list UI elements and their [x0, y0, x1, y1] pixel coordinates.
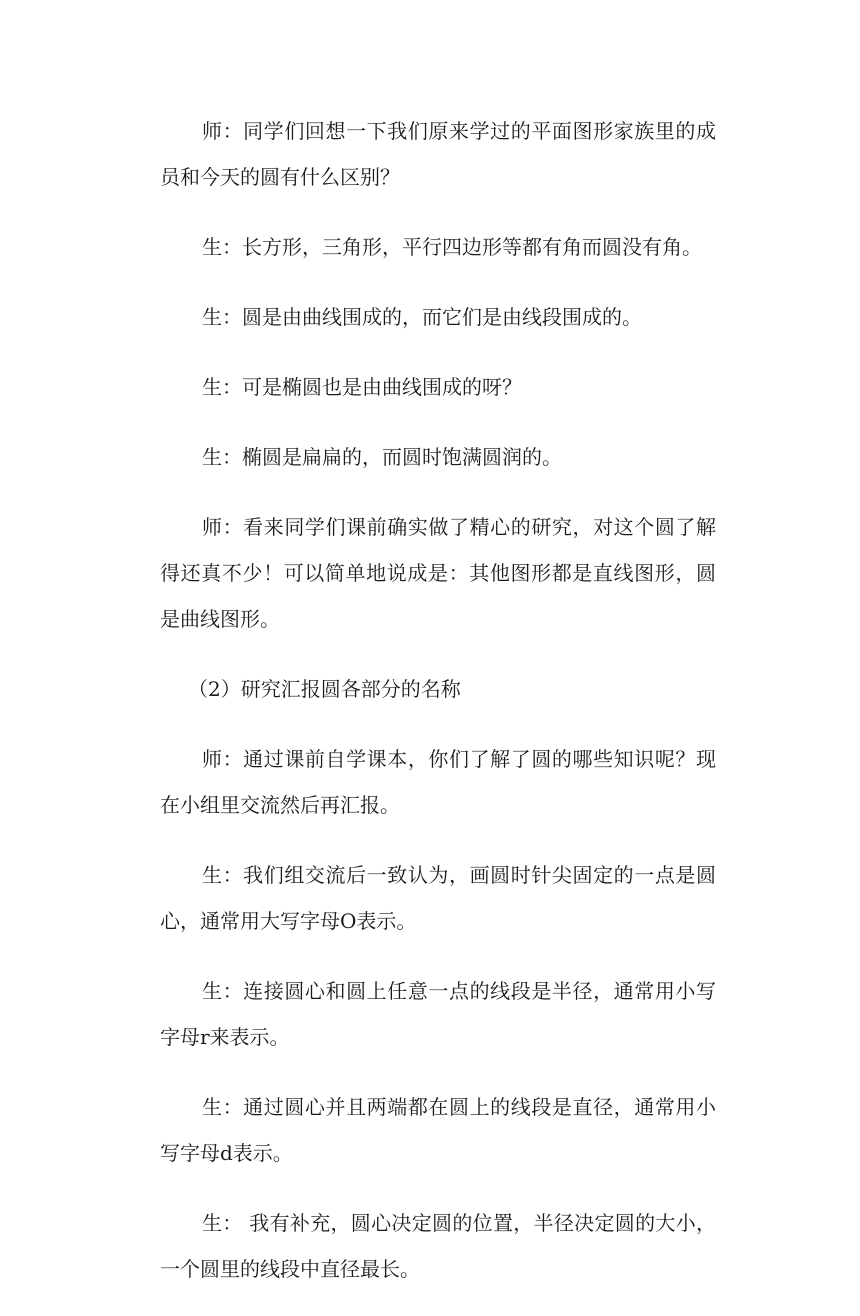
paragraph-teacher-prompt: 师：通过课前自学课本，你们了解了圆的哪些知识呢？现在小组里交流然后再汇报。	[160, 747, 716, 817]
paragraph-student-corners: 生：长方形，三角形，平行四边形等都有角而圆没有角。	[202, 235, 702, 259]
paragraph-student-supplement: 生： 我有补充，圆心决定圆的位置，半径决定圆的大小，一个圆里的线段中直径最长。	[160, 1211, 716, 1281]
document-body	[160, 108, 716, 1316]
paragraph-student-curves: 生：圆是由曲线围成的，而它们是由线段围成的。	[202, 305, 642, 329]
paragraph-student-diameter: 生：通过圆心并且两端都在圆上的线段是直径，通常用小写字母d表示。	[160, 1095, 716, 1165]
paragraph-student-radius: 生：连接圆心和圆上任意一点的线段是半径，通常用小写字母r来表示。	[160, 979, 716, 1049]
paragraph-teacher-summary: 师：看来同学们课前确实做了精心的研究，对这个圆了解得还真不少！可以简单地说成是：其他图形都是直线图形，圆是曲线图形。	[160, 515, 716, 631]
paragraph-student-ellipse-answer: 生：椭圆是扁扁的，而圆时饱满圆润的。	[202, 445, 562, 469]
paragraph-teacher-question: 师：同学们回想一下我们原来学过的平面图形家族里的成员和今天的圆有什么区别？	[160, 119, 716, 189]
paragraph-student-center: 生：我们组交流后一致认为，画圆时针尖固定的一点是圆心，通常用大写字母O表示。	[160, 863, 716, 933]
paragraph-student-ellipse-question: 生：可是椭圆也是由曲线围成的呀？	[202, 375, 522, 399]
section-heading: （2）研究汇报圆各部分的名称	[188, 677, 461, 701]
